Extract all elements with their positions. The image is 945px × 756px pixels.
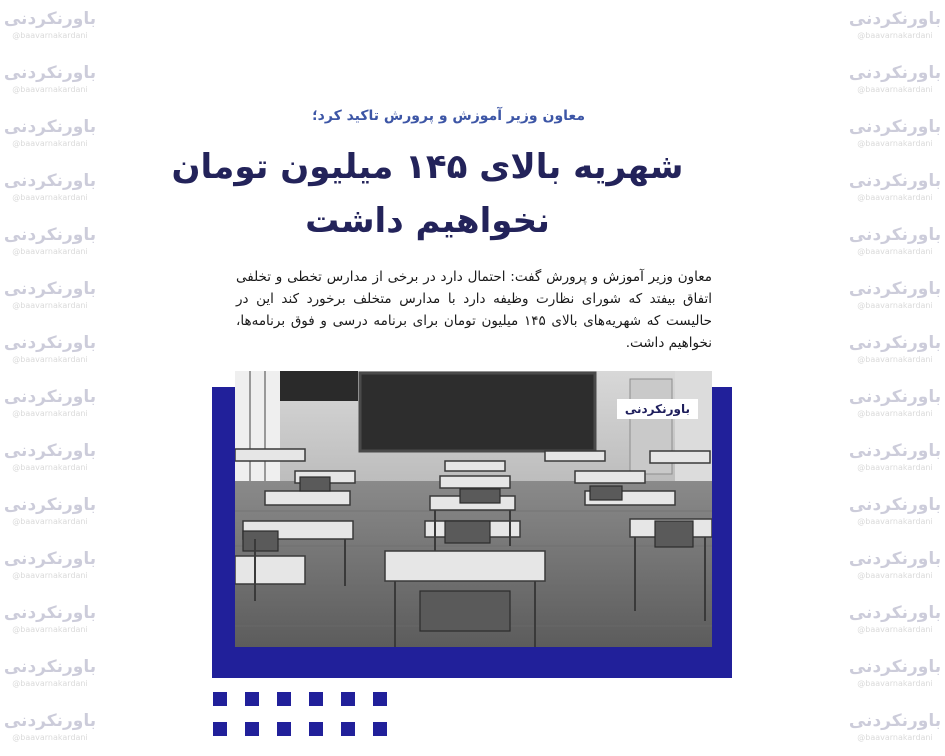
watermark-logo: باورنکردنی (848, 603, 942, 623)
watermark-logo: باورنکردنی (848, 9, 942, 29)
side-watermark (847, 224, 943, 264)
side-watermark (847, 386, 943, 426)
watermark-handle: @baavarnakardani (857, 409, 933, 418)
side-watermark (2, 332, 98, 372)
decorative-square (245, 692, 259, 706)
decorative-square (341, 692, 355, 706)
watermark-logo: باورنکردنی (3, 225, 97, 245)
watermark-logo: باورنکردنی (3, 9, 97, 29)
watermark-handle: @baavarnakardani (857, 571, 933, 580)
watermark-logo: باورنکردنی (848, 117, 942, 137)
watermark-logo: باورنکردنی (848, 495, 942, 515)
watermark-handle: @baavarnakardani (12, 625, 88, 634)
watermark-handle: @baavarnakardani (857, 247, 933, 256)
watermark-handle: @baavarnakardani (12, 85, 88, 94)
watermark-logo: باورنکردنی (3, 657, 97, 677)
article-title: شهریه بالای ۱۴۵ میلیون تومان نخواهیم داشت (171, 147, 684, 241)
watermark-handle: @baavarnakardani (12, 679, 88, 688)
watermark-logo: باورنکردنی (3, 387, 97, 407)
side-watermark (847, 602, 943, 642)
watermark-logo: باورنکردنی (848, 171, 942, 191)
article-kicker: معاون وزیر آموزش و پرورش تاکید کرد؛ (312, 108, 585, 124)
decorative-square (277, 722, 291, 736)
watermark-handle: @baavarnakardani (857, 517, 933, 526)
watermark-handle: @baavarnakardani (857, 463, 933, 472)
watermark-handle: @baavarnakardani (12, 571, 88, 580)
watermark-logo: باورنکردنی (3, 549, 97, 569)
watermark-logo: باورنکردنی (848, 279, 942, 299)
side-watermark (2, 386, 98, 426)
side-watermark (2, 62, 98, 102)
watermark-handle: @baavarnakardani (12, 733, 88, 742)
watermark-logo: باورنکردنی (3, 63, 97, 83)
watermark-logo: باورنکردنی (848, 387, 942, 407)
watermark-logo: باورنکردنی (848, 657, 942, 677)
decorative-squares (213, 692, 413, 744)
watermark-logo: باورنکردنی (3, 441, 97, 461)
watermark-handle: @baavarnakardani (857, 193, 933, 202)
watermark-handle: @baavarnakardani (12, 139, 88, 148)
watermark-handle: @baavarnakardani (12, 517, 88, 526)
watermark-handle: @baavarnakardani (12, 247, 88, 256)
watermark-logo: باورنکردنی (848, 711, 942, 731)
side-watermark (2, 548, 98, 588)
watermark-handle: @baavarnakardani (857, 301, 933, 310)
decorative-square (309, 722, 323, 736)
article-body: معاون وزیر آموزش و پرورش گفت: احتمال دارد در برخی از مدارس تخطی و تخلفی اتفاق بیفتد که شورای نظارت وظیفه دارد با مدارس متخلف برخورد کند این در حالیست که شهریه‌های بالای ۱۴۵ میلیون تومان برای برنامه درسی و فوق برنامه‌ها، نخواهیم داشت. (228, 262, 720, 360)
watermark-logo: باورنکردنی (3, 603, 97, 623)
photo-watermark-logo: باورنکردنی (617, 399, 698, 419)
watermark-logo: باورنکردنی (3, 495, 97, 515)
decorative-square (245, 722, 259, 736)
side-watermark (847, 62, 943, 102)
decorative-square (309, 692, 323, 706)
watermark-logo: باورنکردنی (848, 333, 942, 353)
watermark-logo: باورنکردنی (848, 549, 942, 569)
watermark-handle: @baavarnakardani (857, 625, 933, 634)
side-watermark (847, 494, 943, 534)
watermark-handle: @baavarnakardani (857, 733, 933, 742)
decorative-square (213, 722, 227, 736)
side-watermark (2, 494, 98, 534)
watermark-handle: @baavarnakardani (12, 355, 88, 364)
watermark-logo: باورنکردنی (3, 117, 97, 137)
watermark-logo: باورنکردنی (3, 171, 97, 191)
side-watermark (847, 278, 943, 318)
side-watermark (2, 440, 98, 480)
side-watermark (847, 710, 943, 750)
side-watermark (2, 710, 98, 750)
watermark-logo: باورنکردنی (3, 279, 97, 299)
side-watermark (847, 170, 943, 210)
watermark-handle: @baavarnakardani (12, 409, 88, 418)
watermark-handle: @baavarnakardani (857, 31, 933, 40)
watermark-handle: @baavarnakardani (12, 301, 88, 310)
side-watermark (2, 278, 98, 318)
watermark-handle: @baavarnakardani (857, 139, 933, 148)
side-watermark (847, 332, 943, 372)
classroom-photo (235, 371, 712, 647)
side-watermark (2, 656, 98, 696)
side-watermark (847, 8, 943, 48)
watermark-logo: باورنکردنی (3, 711, 97, 731)
watermark-column-right (845, 0, 945, 756)
decorative-square (213, 692, 227, 706)
watermark-logo: باورنکردنی (848, 225, 942, 245)
watermark-handle: @baavarnakardani (857, 679, 933, 688)
side-watermark (2, 116, 98, 156)
side-watermark (2, 602, 98, 642)
side-watermark (2, 170, 98, 210)
side-watermark (847, 440, 943, 480)
decorative-square (277, 692, 291, 706)
decorative-square (373, 692, 387, 706)
watermark-handle: @baavarnakardani (12, 463, 88, 472)
side-watermark (2, 8, 98, 48)
decorative-square (373, 722, 387, 736)
decorative-square (341, 722, 355, 736)
side-watermark (847, 548, 943, 588)
watermark-logo: باورنکردنی (3, 333, 97, 353)
side-watermark (847, 116, 943, 156)
watermark-handle: @baavarnakardani (857, 85, 933, 94)
watermark-logo: باورنکردنی (848, 441, 942, 461)
watermark-logo: باورنکردنی (848, 63, 942, 83)
watermark-handle: @baavarnakardani (12, 193, 88, 202)
watermark-handle: @baavarnakardani (12, 31, 88, 40)
side-watermark (2, 224, 98, 264)
side-watermark (847, 656, 943, 696)
watermark-column-left (0, 0, 100, 756)
watermark-handle: @baavarnakardani (857, 355, 933, 364)
